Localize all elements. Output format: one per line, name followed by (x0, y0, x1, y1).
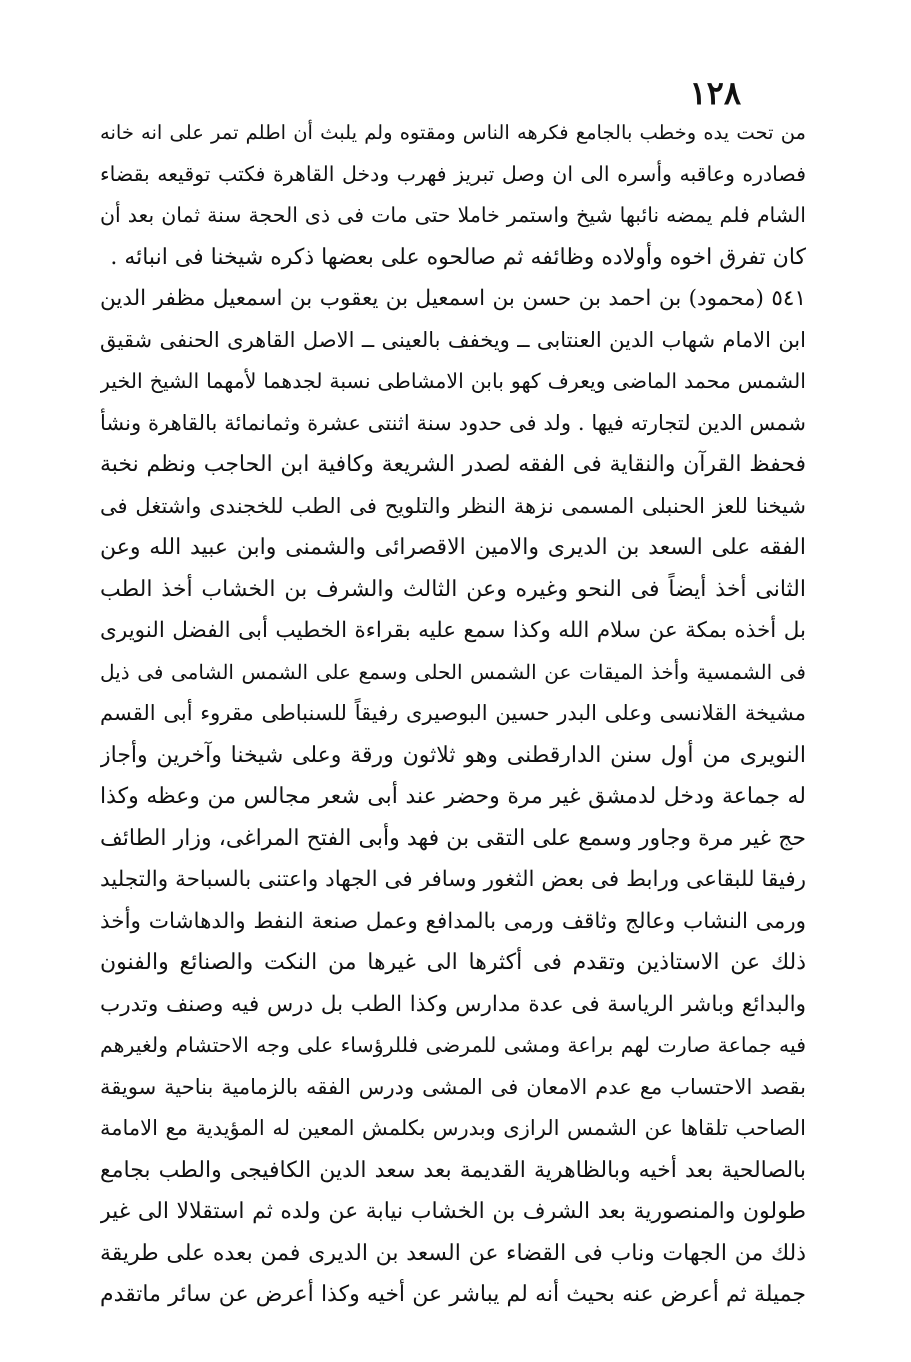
text-line: الشمس محمد الماضى ويعرف كهو بابن الامشاطى نسبة لجدهما لأمهما الشيخ الخير (100, 369, 806, 393)
text-line: الشام فلم يمضه نائبها شيخ واستمر خاملا حتى مات فى ذى الحجة سنة ثمان بعد أن (100, 203, 806, 227)
text-line: من تحت يده وخطب بالجامع فكرهه الناس ومقتوه ولم يلبث أن اطلم تمر على انه خانه (100, 121, 806, 144)
text-line: فى الشمسية وأخذ الميقات عن الشمس الحلى وسمع على الشمس الشامى فى ذيل (100, 659, 806, 684)
text-line: مشيخة القلانسى وعلى البدر حسين البوصيرى رفيقاً للسنباطى مقروء أبى القسم (100, 701, 806, 725)
text-line: فيه جماعة صارت لهم براعة ومشى للمرضى فللرؤساء على وجه الاحتشام ولغيرهم (100, 1033, 806, 1057)
text-line: بل أخذه بمكة عن سلام الله وكذا سمع عليه بقراءة الخطيب أبى الفضل النويرى (100, 618, 806, 643)
text-line: فصادره وعاقبه وأسره الى ان وصل تبريز فهرب ودخل القاهرة فكتب توقيعه بقضاء (100, 161, 806, 186)
text-line: طولون والمنصورية بعد الشرف بن الخشاب نيابة عن ولده ثم استقلالا الى غير (100, 1199, 806, 1224)
text-line: جميلة ثم أعرض عنه بحيث أنه لم يباشر عن أخيه وكذا أعرض عن سائر ماتقدم (100, 1282, 806, 1307)
text-line: رفيقا للبقاعى ورابط فى بعض الثغور وسافر فى الجهاد واعتنى بالسباحة والتجليد (100, 867, 806, 892)
text-line: كان تفرق اخوه وأولاده وظائفه ثم صالحوه على بعضها ذكره شيخنا فى انبائه . (110, 244, 806, 270)
text-line: حج غير مرة وجاور وسمع على التقى بن فهد وأبى الفتح المراغى، وزار الطائف (100, 825, 806, 851)
text-line: ذلك من الجهات وناب فى القضاء عن السعد بن الديرى فمن بعده على طريقة (100, 1240, 806, 1266)
text-line: الفقه على السعد بن الديرى والامين الاقصرائى والشمنى وابن عبيد الله وعن (100, 535, 806, 560)
text-line: شيخنا للعز الحنبلى المسمى نزهة النظر والتلويح فى الطب للخجندى واشتغل فى (100, 493, 806, 518)
text-line: النويرى من أول سنن الدارقطنى وهو ثلاثون ورقة وعلى شيخنا وآخرين وأجاز (100, 742, 806, 768)
text-line: الصاحب تلقاها عن الشمس الرازى وبدرس بكلمش المعين له المؤيدية مع الامامة (100, 1116, 806, 1140)
text-line: والبدائع وباشر الرياسة فى عدة مدارس وكذا الطب بل درس فيه وصنف وتدرب (100, 991, 806, 1017)
text-line: الثانى أخذ أيضاً فى النحو وغيره وعن الثالث والشرف بن الخشاب أخذ الطب (100, 576, 806, 602)
entry-heading-line: ٥٤١ (محمود) بن احمد بن حسن بن اسمعيل بن يعقوب بن اسمعيل مظفر الدين (100, 286, 806, 311)
text-line: ابن الامام شهاب الدين العنتابى ــ ويخفف بالعينى ــ الاصل القاهرى الحنفى شقيق (100, 327, 806, 352)
text-line: ورمى النشاب وعالج وثاقف ورمى بالمدافع وعمل صنعة النفط والدهاشات وأخذ (100, 908, 806, 934)
text-line: ذلك عن الاستاذين وتقدم فى أكثرها الى غيرها من النكت والصنائع والفنون (100, 950, 806, 975)
text-line: شمس الدين لتجارته فيها . ولد فى حدود سنة اثنتى عشرة وثمانمائة بالقاهرة ونشأ (100, 410, 806, 435)
page-number: ١٢٨ (689, 74, 741, 112)
text-line: فحفظ القرآن والنقاية فى الفقه لصدر الشريعة وكافية ابن الحاجب ونظم نخبة (100, 452, 806, 477)
text-line: له جماعة ودخل لدمشق غير مرة وحضر عند أبى شعر مجالس من وعظه وكذا (100, 784, 806, 809)
text-line: بقصد الاحتساب مع عدم الامعان فى المشى ودرس الفقه بالزمامية بناحية سويقة (100, 1074, 806, 1099)
text-line: بالصالحية بعد أخيه وبالظاهرية القديمة بعد سعد الدين الكافيجى والطب بجامع (100, 1157, 806, 1183)
body-text (100, 112, 806, 1316)
